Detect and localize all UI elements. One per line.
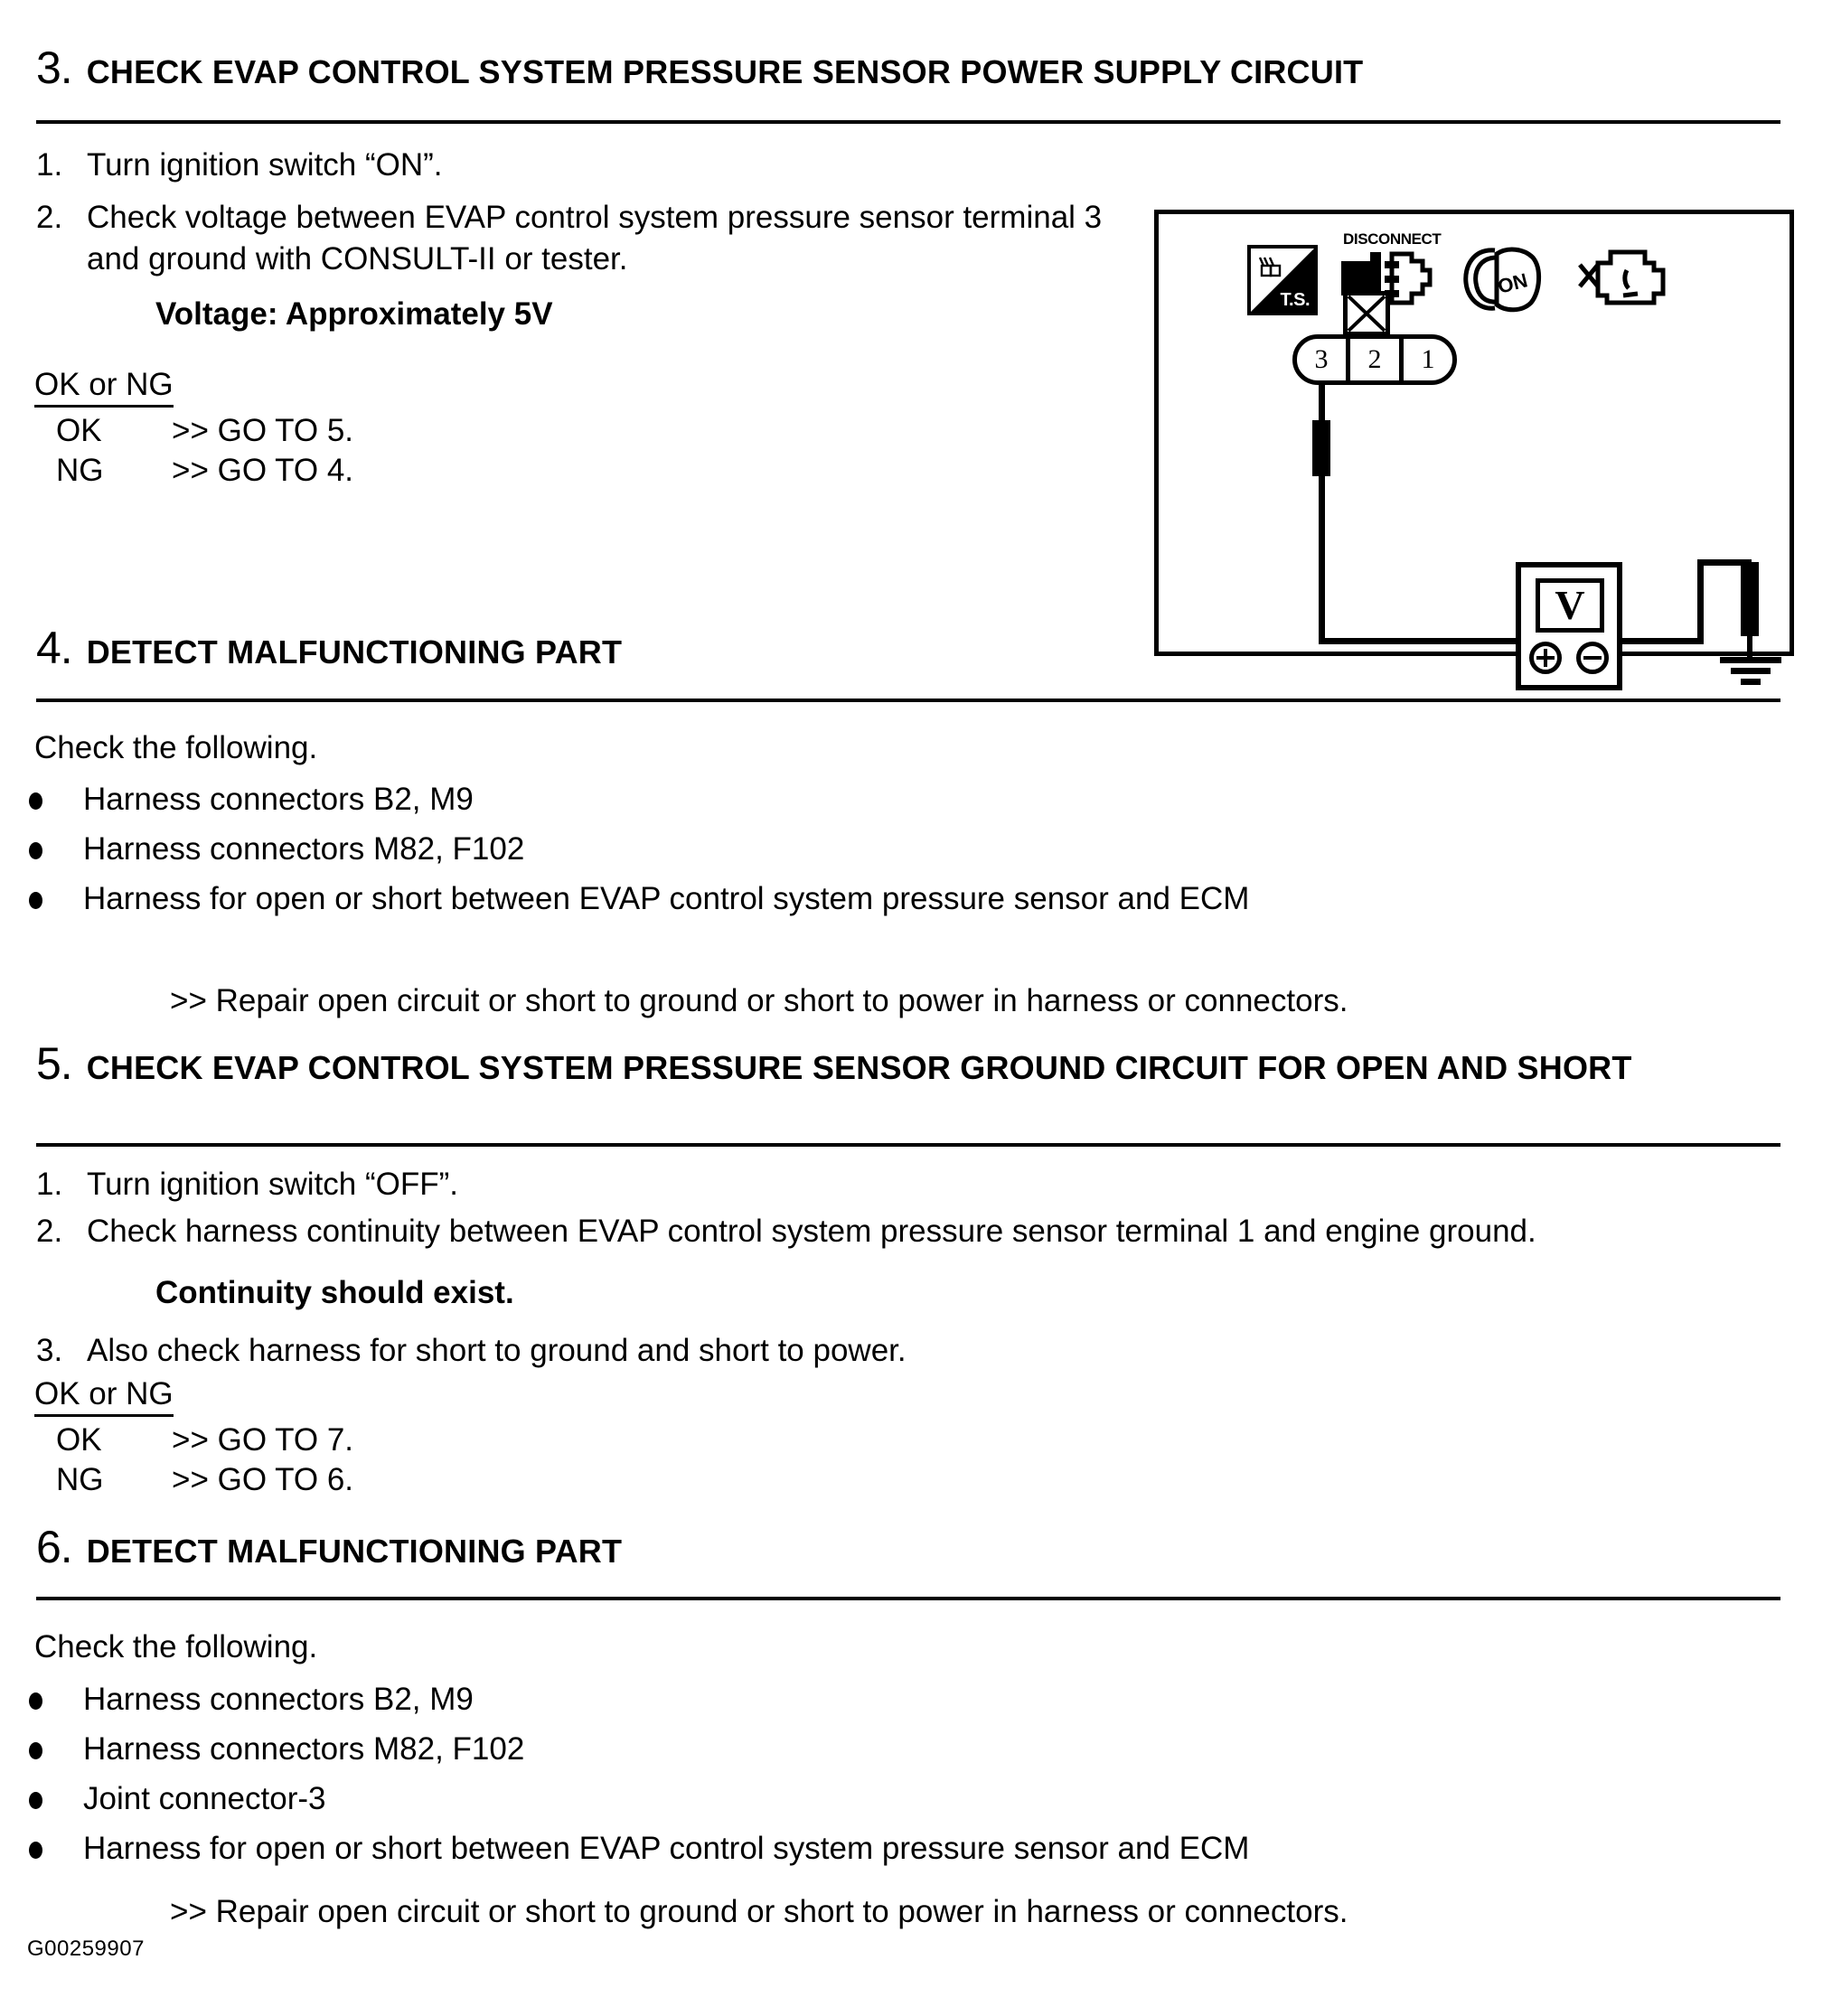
step-6-number: 6. <box>36 1522 72 1572</box>
step-5-item-3 <box>36 1330 1211 1372</box>
ignition-on-icon <box>1461 243 1549 315</box>
step-5-item-3-number: 3. <box>36 1333 63 1368</box>
step-5-item-2 <box>36 1211 1808 1252</box>
connector-terminal-2: 2 <box>1350 339 1404 380</box>
step-6-bullet-2-text: Harness connectors M82, F102 <box>83 1731 525 1767</box>
step-3-item-2-number: 2. <box>36 200 63 235</box>
step-6-intro: Check the following. <box>34 1629 318 1664</box>
step-5-item-2-text: Check harness continuity between EVAP control system pressure sensor terminal 1 and engine ground. <box>87 1214 1536 1249</box>
voltage-measurement-diagram <box>1154 210 1794 656</box>
step-3-heading <box>36 42 1364 93</box>
step-3-okng-ok-label: OK <box>56 413 102 448</box>
step-4-bullet-2 <box>29 829 1656 870</box>
bullet-icon <box>29 878 83 920</box>
ts-icon-probe-glyph <box>1258 255 1289 280</box>
ground-lead-vertical <box>1697 559 1704 641</box>
step-5-okng-ok-label: OK <box>56 1422 102 1458</box>
step-3-number: 3. <box>36 42 72 93</box>
ground-lead-horizontal <box>1621 638 1704 644</box>
step-5-number: 5. <box>36 1038 72 1089</box>
step-4-title: DETECT MALFUNCTIONING PART <box>86 633 623 670</box>
document-reference-code: G00259907 <box>27 1936 145 1961</box>
step-3-okng-ng <box>56 451 353 491</box>
step-4-number: 4. <box>36 623 72 673</box>
step-4-result: >> Repair open circuit or short to ground or short to power in harness or connectors. <box>170 983 1348 1018</box>
step-6-result: >> Repair open circuit or short to ground or short to power in harness or connectors. <box>170 1894 1348 1929</box>
step-5-spec: Continuity should exist. <box>155 1275 514 1310</box>
step-3-item-1-number: 1. <box>36 147 63 183</box>
step-3-title: CHECK EVAP CONTROL SYSTEM PRESSURE SENSOR POWER SUPPLY CIRCUIT <box>86 53 1364 90</box>
step-6-divider <box>36 1597 1780 1600</box>
diagram-icon-row <box>1247 232 1670 315</box>
step-6-bullet-4-text: Harness for open or short between EVAP control system pressure sensor and ECM <box>83 1831 1250 1866</box>
step-5-item-1 <box>36 1164 1211 1205</box>
step-3-okng-ok-action: >> GO TO 5. <box>172 413 354 448</box>
step-5-item-1-number: 1. <box>36 1167 63 1202</box>
ground-probe-black <box>1741 562 1759 636</box>
ignition-on-label: ON <box>1495 268 1530 298</box>
step-3-divider <box>36 120 1780 124</box>
step-5-okng-ok-action: >> GO TO 7. <box>172 1422 354 1458</box>
step-3-okng-ng-label: NG <box>56 453 104 488</box>
step-4-bullet-1 <box>29 779 1656 820</box>
step-5-item-1-text: Turn ignition switch “OFF”. <box>87 1167 459 1202</box>
step-4-heading <box>36 625 622 671</box>
step-4-intro: Check the following. <box>34 730 318 765</box>
connector-body <box>1292 334 1457 385</box>
step-4-bullet-3-text: Harness for open or short between EVAP control system pressure sensor and ECM <box>83 881 1250 916</box>
step-6-title: DETECT MALFUNCTIONING PART <box>86 1533 623 1570</box>
probe-tip-black <box>1312 420 1330 476</box>
step-3-item-1 <box>36 145 1139 186</box>
step-5-item-3-text: Also check harness for short to ground and short to power. <box>87 1333 907 1368</box>
step-6-bullet-4 <box>29 1828 1701 1870</box>
step-5-divider <box>36 1143 1780 1147</box>
step-4-bullet-1-text: Harness connectors B2, M9 <box>83 782 474 817</box>
step-3-spec: Voltage: Approximately 5V <box>155 296 553 332</box>
bullet-icon <box>29 1828 83 1870</box>
connector-probe-marker <box>1343 291 1390 336</box>
connector-terminal-3: 3 <box>1297 339 1350 380</box>
step-3-item-2 <box>36 197 1134 280</box>
voltmeter <box>1516 562 1622 690</box>
step-3-item-1-text: Turn ignition switch “ON”. <box>87 147 443 183</box>
step-4-bullet-2-text: Harness connectors M82, F102 <box>83 831 525 867</box>
step-5-title: CHECK EVAP CONTROL SYSTEM PRESSURE SENSOR GROUND CIRCUIT FOR OPEN AND SHORT <box>86 1049 1632 1086</box>
engine-icon <box>1571 243 1670 315</box>
step-3-item-2-text: Check voltage between EVAP control system pressure sensor terminal 3 and ground with CONSULT-II or tester. <box>87 200 1103 277</box>
connector-terminal-1: 1 <box>1421 344 1435 374</box>
step-6-bullet-2 <box>29 1729 1656 1770</box>
voltmeter-positive-terminal <box>1529 642 1562 674</box>
bullet-icon <box>29 829 83 870</box>
step-4-divider <box>36 699 1780 702</box>
tool-setup-icon <box>1247 245 1318 315</box>
step-5-heading <box>36 1038 1780 1089</box>
step-5-okng-heading: OK or NG <box>34 1375 174 1413</box>
step-5-okng-ng <box>56 1460 353 1500</box>
step-6-bullet-1 <box>29 1679 1656 1721</box>
bullet-icon <box>29 1679 83 1721</box>
bullet-icon <box>29 779 83 820</box>
bullet-icon <box>29 1729 83 1770</box>
step-6-bullet-1-text: Harness connectors B2, M9 <box>83 1682 474 1717</box>
step-6-bullet-3-text: Joint connector-3 <box>83 1781 326 1816</box>
bullet-icon <box>29 1778 83 1820</box>
ground-symbol <box>1719 657 1782 685</box>
step-5-item-2-number: 2. <box>36 1214 63 1249</box>
step-6-bullet-3 <box>29 1778 1656 1820</box>
voltmeter-negative-terminal <box>1576 642 1609 674</box>
sensor-connector <box>1292 334 1457 385</box>
step-4-bullet-3 <box>29 878 1701 920</box>
ts-icon-label: T.S. <box>1280 290 1310 310</box>
step-3-okng-heading: OK or NG <box>34 366 174 404</box>
step-5-okng-ng-action: >> GO TO 6. <box>172 1462 354 1497</box>
step-3-okng-ng-action: >> GO TO 4. <box>172 453 354 488</box>
step-5-okng-ng-label: NG <box>56 1462 104 1497</box>
disconnect-icon-label: DISCONNECT <box>1343 230 1442 248</box>
step-6-heading <box>36 1524 622 1571</box>
step-5-okng-ok <box>56 1421 353 1460</box>
voltmeter-display: V <box>1536 578 1604 633</box>
step-3-okng-ok <box>56 411 353 451</box>
probe-lead-horizontal <box>1319 638 1523 644</box>
